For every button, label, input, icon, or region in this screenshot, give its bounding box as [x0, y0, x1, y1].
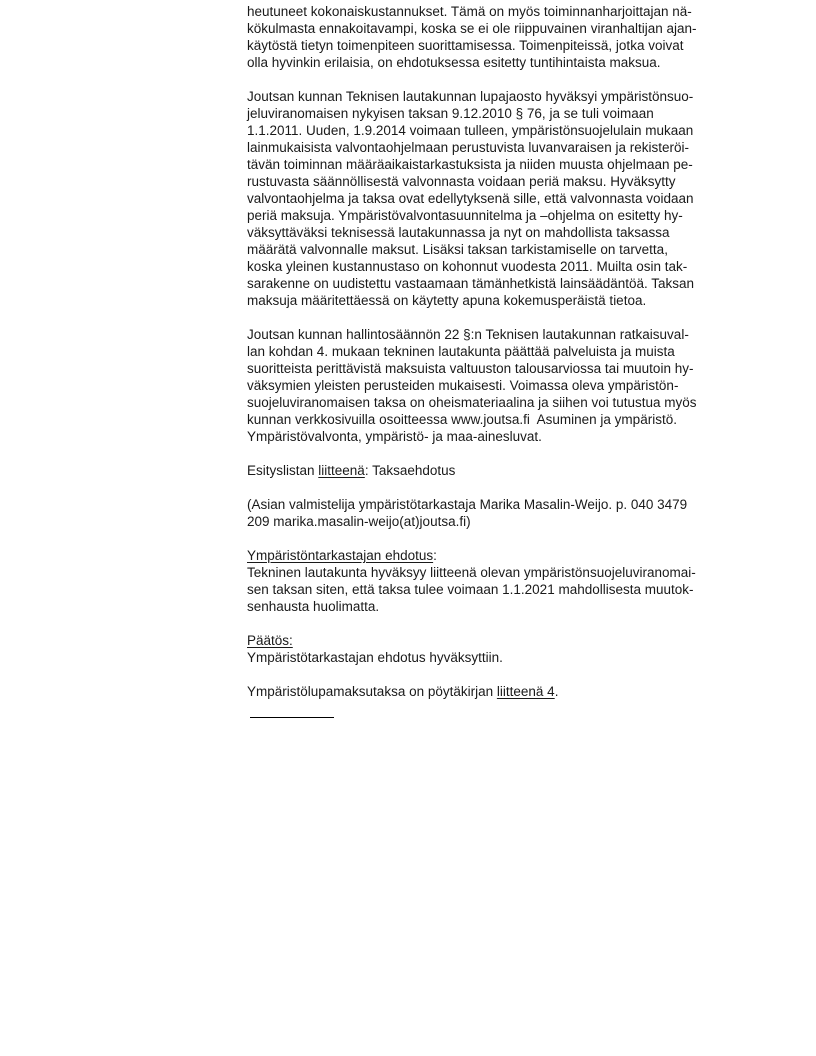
- text-segment: (Asian valmistelija ympäristötarkastaja Marika Masalin-Weijo. p. 040 3479: [247, 497, 688, 512]
- underlined-text: liitteenä: [318, 463, 365, 478]
- text-line: [247, 428, 807, 445]
- text-segment: Joutsan kunnan hallintosäännön 22 §:n Teknisen lautakunnan ratkaisuval-: [247, 327, 689, 342]
- text-segment: käytöstä tietyn toimenpiteen suorittamisessa. Toimenpiteissä, jotka voivat: [247, 38, 684, 53]
- text-line: [247, 37, 807, 54]
- text-segment: koska yleinen kustannustaso on kohonnut vuodesta 2011. Muilta osin tak-: [247, 259, 688, 274]
- text-segment: :: [433, 548, 437, 563]
- preparer-note: [247, 496, 807, 530]
- text-line: [247, 173, 807, 190]
- text-line: [247, 564, 807, 581]
- text-line: [247, 360, 807, 377]
- text-segment: jeluviranomaisen nykyisen taksan 9.12.2010 § 76, ja se tuli voimaan: [247, 106, 654, 121]
- authority-paragraph: [247, 326, 807, 445]
- text-line: [247, 105, 807, 122]
- text-line: [247, 326, 807, 343]
- text-line: [247, 343, 807, 360]
- text-segment: määrätä valvonnalle maksut. Lisäksi taksan tarkistamiselle on tarvetta,: [247, 242, 668, 257]
- text-segment: kunnan verkkosivuilla osoitteessa www.joutsa.fi Asuminen ja ympäristö.: [247, 412, 677, 427]
- text-line: [247, 581, 807, 598]
- text-segment: suoritteista perittävistä maksuista valtuuston talousarviossa tai muutoin hy-: [247, 361, 694, 376]
- text-segment: valvontaohjelma ja taksa ovat edellytyksenä sille, että valvonnasta voidaan: [247, 191, 694, 206]
- text-segment: periä maksuja. Ympäristövalvontasuunnitelma ja –ohjelma on esitetty hy-: [247, 208, 683, 223]
- underlined-text: liitteenä 4: [496, 684, 555, 699]
- text-line: [247, 275, 807, 292]
- text-segment: Ympäristötarkastajan ehdotus hyväksyttiin.: [247, 650, 503, 665]
- text-segment: lainmukaisista valvontaohjelmaan perustuvista luvanvaraisen ja rekisteröi-: [247, 140, 689, 155]
- text-line: [247, 632, 807, 649]
- text-line: [247, 462, 807, 479]
- separator-line: [250, 717, 334, 718]
- text-line: [247, 258, 807, 275]
- text-line: [247, 394, 807, 411]
- underlined-text: Ympäristöntarkastajan ehdotus: [247, 548, 434, 563]
- text-segment: tävän toiminnan määräaikaistarkastuksista ja niiden muusta ohjelmaan pe-: [247, 157, 693, 172]
- text-segment: sarakenne on uudistettu vastaamaan tämänhetkistä lainsäädäntöä. Taksan: [247, 276, 695, 291]
- text-segment: Ympäristölupamaksutaksa on pöytäkirjan: [247, 684, 497, 699]
- text-line: [247, 207, 807, 224]
- text-line: [247, 598, 807, 615]
- text-segment: väksyttäväksi teknisessä lautakunnassa ja nyt on mahdollista taksassa: [247, 225, 670, 240]
- decision-section: [247, 632, 807, 666]
- text-segment: : Taksaehdotus: [364, 463, 456, 478]
- text-line: [247, 54, 807, 71]
- text-line: [247, 292, 807, 309]
- text-segment: heutuneet kokonaiskustannukset. Tämä on myös toiminnanharjoittajan nä-: [247, 4, 692, 19]
- text-segment: suojeluviranomaisen taksa on oheismateriaalina ja siihen voi tutustua myös: [247, 395, 697, 410]
- text-line: [247, 224, 807, 241]
- text-line: [247, 20, 807, 37]
- text-segment: olla hyvinkin erilaisia, on ehdotuksessa esitetty tuntihintaista maksua.: [247, 55, 661, 70]
- background-paragraph: [247, 88, 807, 309]
- text-segment: 209 marika.masalin-weijo(at)joutsa.fi): [247, 514, 471, 529]
- text-line: [247, 683, 807, 700]
- text-segment: rustuvasta säännöllisestä valvonnasta voidaan periä maksu. Hyväksytty: [247, 174, 676, 189]
- attachment-note: [247, 462, 807, 479]
- text-segment: väksymien yleisten perusteiden mukaisesti. Voimassa oleva ympäristön-: [247, 378, 679, 393]
- text-line: [247, 377, 807, 394]
- text-segment: Esityslistan: [247, 463, 319, 478]
- text-segment: lan kohdan 4. mukaan tekninen lautakunta päättää palveluista ja muista: [247, 344, 675, 359]
- text-line: [247, 411, 807, 428]
- text-segment: maksuja määritettäessä on käytetty apuna kokemusperäistä tietoa.: [247, 293, 647, 308]
- text-line: [247, 496, 807, 513]
- text-line: [247, 139, 807, 156]
- text-line: [247, 156, 807, 173]
- text-segment: Ympäristövalvonta, ympäristö- ja maa-ainesluvat.: [247, 429, 542, 444]
- text-line: [247, 3, 807, 20]
- text-line: [247, 649, 807, 666]
- appendix-note: [247, 683, 807, 700]
- text-line: [247, 88, 807, 105]
- text-segment: sen taksan siten, että taksa tulee voimaan 1.1.2021 mahdollisesta muutok-: [247, 582, 694, 597]
- text-segment: 1.1.2011. Uuden, 1.9.2014 voimaan tulleen, ympäristönsuojelulain mukaan: [247, 123, 694, 138]
- document-body: [247, 3, 807, 718]
- text-segment: senhausta huolimatta.: [247, 599, 380, 614]
- text-line: [247, 241, 807, 258]
- text-segment: Tekninen lautakunta hyväksyy liitteenä olevan ympäristönsuojeluviranomai-: [247, 565, 696, 580]
- text-segment: Joutsan kunnan Teknisen lautakunnan lupajaosto hyväksyi ympäristönsuo-: [247, 89, 694, 104]
- text-segment: .: [554, 684, 559, 699]
- continuation-paragraph: [247, 3, 807, 71]
- text-line: [247, 547, 807, 564]
- text-line: [247, 513, 807, 530]
- text-line: [247, 122, 807, 139]
- text-line: [247, 190, 807, 207]
- text-segment: kökulmasta ennakoitavampi, koska se ei ole riippuvainen viranhaltijan ajan-: [247, 21, 697, 36]
- proposal-section: [247, 547, 807, 615]
- underlined-text: Päätös:: [247, 633, 293, 648]
